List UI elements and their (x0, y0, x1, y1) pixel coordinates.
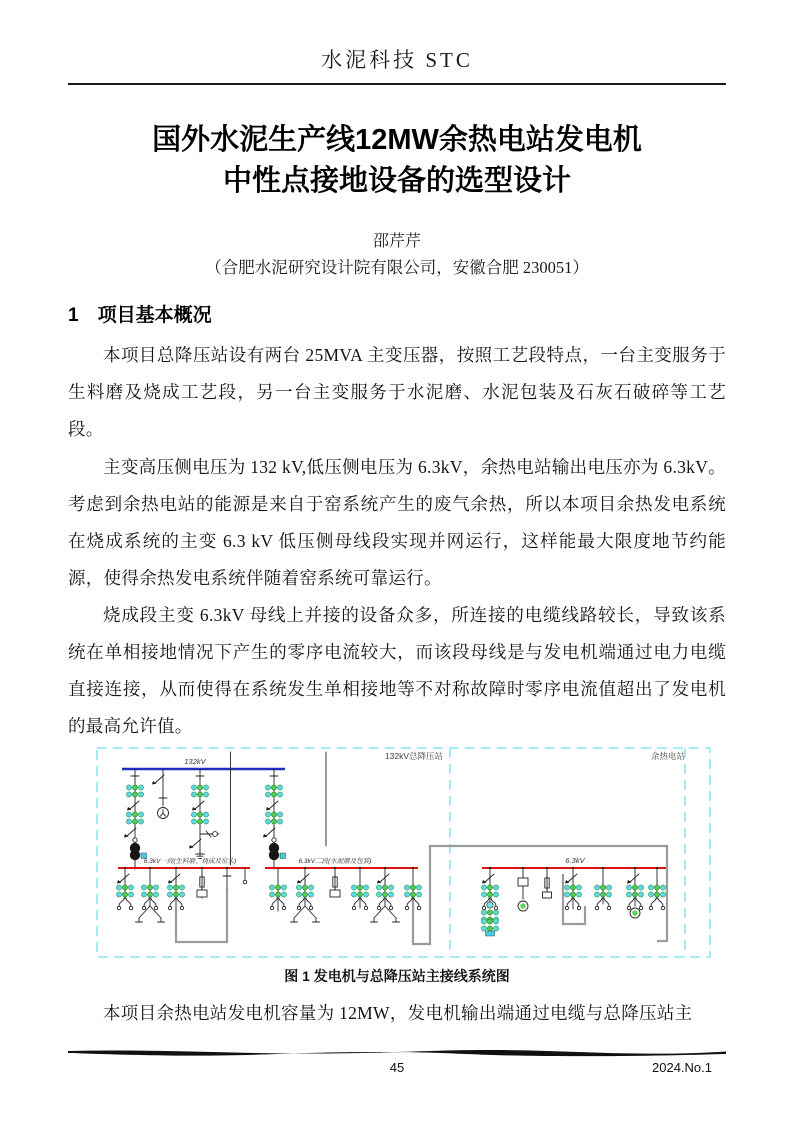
label-whr-station: 余热电站 (650, 751, 686, 761)
issue-number: 2024.No.1 (652, 1060, 712, 1075)
label-substation: 132kV总降压站 (384, 751, 443, 761)
hv-bus-label: 132kV (184, 757, 206, 766)
bus2-feeders (269, 868, 421, 922)
transformer-feeder-1 (124, 769, 147, 869)
body-paragraph-2: 主变高压侧电压为 132 kV,低压侧电压为 6.3kV，余热电站输出电压亦为 6.3kV。考虑到余热电站的能源是来自于窑系统产生的废气余热，所以本项目余热发电系统在烧成系统的主变 6.3 kV 低压侧母线段实现并网运行，这样能最大限度地节约能源，使得余热发电系统伴随着窑系统可靠运行。 (68, 457, 726, 588)
journal-header (68, 44, 726, 74)
paper-title (68, 120, 726, 202)
figure-caption: 图 1 发电机与总降压站主接线系统图 (284, 968, 510, 984)
body-paragraph-4: 本项目余热电站发电机容量为 12MW，发电机输出端通过电缆与总降压站主 (103, 1003, 693, 1023)
figure-1 (95, 746, 712, 962)
lv-busbars (118, 856, 668, 868)
lv-bus3-label: 6.3kV (565, 856, 585, 865)
bus3-feeders (481, 868, 665, 936)
paper-title-line1: 国外水泥生产线12MW余热电站发电机 (152, 124, 642, 156)
footer-rule-line (68, 1047, 726, 1059)
lv-bus2-label: 6.3kV二段(水泥磨及包装) (298, 858, 372, 865)
journal-title: 水泥科技 STC (321, 48, 473, 72)
lv-bus1-label: 6.3kV一段(生料磨、烧成及窑头) (143, 858, 237, 865)
paper-title-line2: 中性点接地设备的选型设计 (222, 165, 571, 197)
section-heading: 1 项目基本概况 (68, 305, 212, 326)
author-name: 邵芹芹 (372, 233, 421, 250)
transformer-feeder-2 (263, 769, 286, 869)
footer-rule (68, 1046, 726, 1058)
body-paragraph-3: 烧成段主变 6.3kV 母线上并接的设备众多，所连接的电缆线路较长，导致该系统在单相接地情况下产生的零序电流较大，而该段母线是与发电机端通过电力电缆直接连接，从而使得在系统发生单相接地等不对称故障时零序电流值超出了发电机的最高允许值。 (68, 605, 726, 736)
hv-busbar (122, 757, 285, 769)
voltage-transformer-bay (152, 769, 169, 819)
author-affiliation: （合肥水泥研究设计院有限公司，安徽合肥 230051） (205, 258, 589, 277)
header-rule (68, 83, 726, 85)
body-paragraph-1: 本项目总降压站设有两台 25MVA 主变压器，按照工艺段特点，一台主变服务于生料磨及烧成工艺段，另一台主变服务于水泥磨、水泥包装及石灰石破碎等工艺段。 (68, 345, 726, 439)
page-number: 45 (389, 1060, 405, 1075)
figure-diagram (95, 746, 712, 962)
measuring-bay (189, 769, 219, 858)
station-borders (97, 748, 710, 957)
